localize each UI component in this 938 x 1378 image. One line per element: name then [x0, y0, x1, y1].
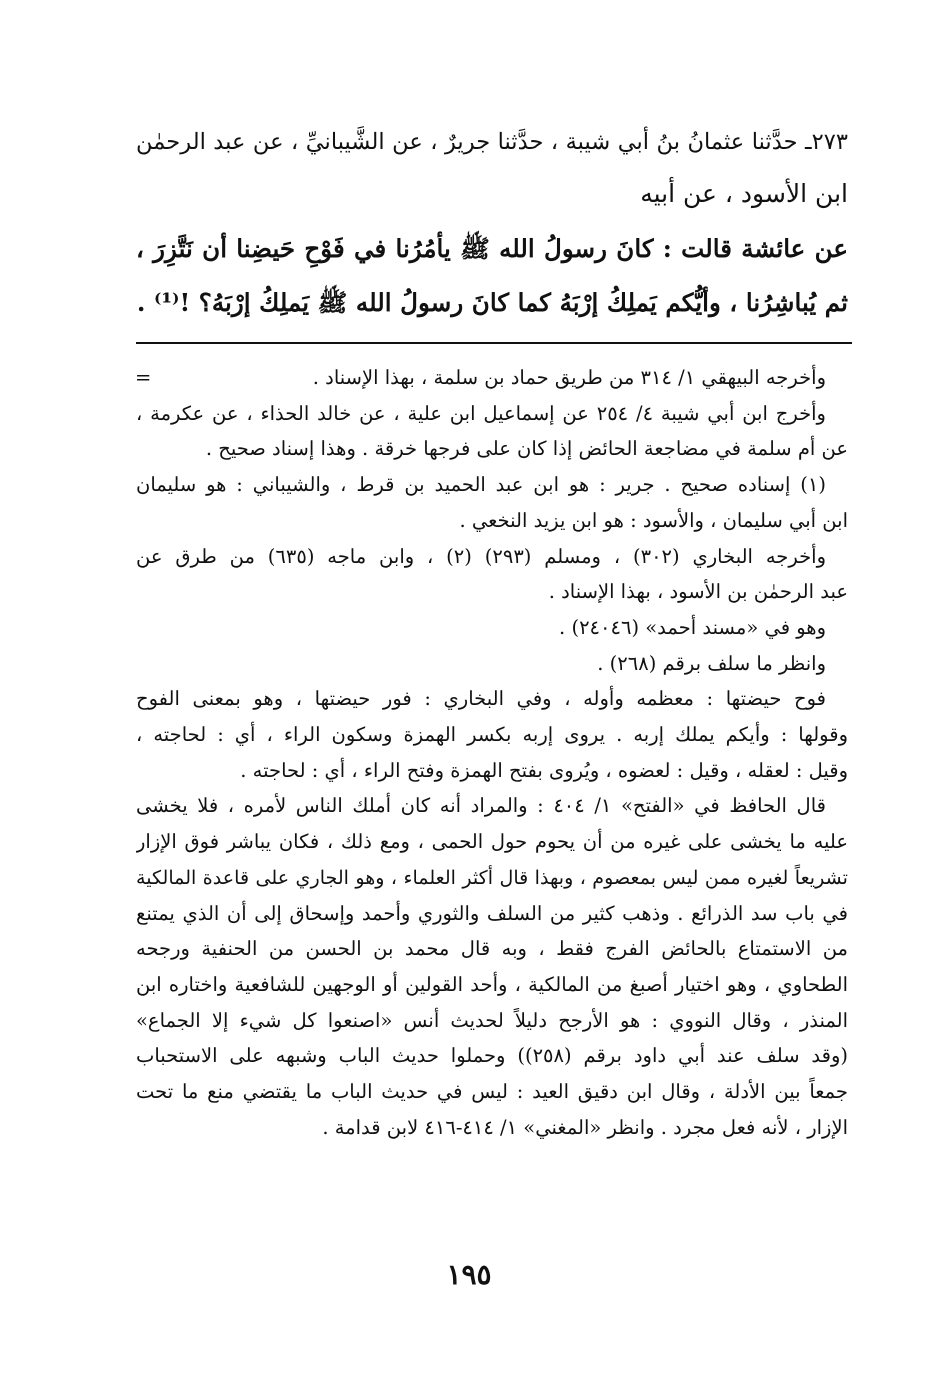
- footnote-paragraph: [136, 788, 848, 1145]
- isnad-line: ٢٧٣ـ حدَّثنا عثمانُ بنُ أبي شيبة ، حدَّثنا جريرٌ ، عن الشَّيبانيِّ ، عن عبد الرحمٰن: [136, 129, 848, 155]
- footnote-line: وقولها : وأيكم يملك إربه . يروى إربه بكسر الهمزة وسكون الراء ، أي : لحاجته ،: [136, 723, 848, 747]
- footnote-line: (١) إسناده صحيح . جرير : هو ابن عبد الحميد بن قرط ، والشيباني : هو سليمان: [136, 473, 826, 497]
- footnote-paragraph: [136, 360, 848, 396]
- matn-line: عن عائشة قالت : كانَ رسولُ الله ﷺ يأمُرُنا في فَوْحِ حَيضِنا أن نَتَّزِرَ ،: [136, 234, 848, 263]
- continuation-mark: =: [135, 366, 152, 389]
- footnote-line: وأخرج ابن أبي شيبة ٤/ ٢٥٤ عن إسماعيل ابن علية ، عن خالد الحذاء ، عن عكرمة ،: [136, 401, 826, 425]
- footnote-line: وأخرجه البيهقي ١/ ٣١٤ من طريق حماد بن سلمة ، بهذا الإسناد .: [312, 366, 826, 389]
- isnad-line: ابن الأسود ، عن أبيه: [640, 179, 848, 208]
- footnote-line: وأخرجه البخاري (٣٠٢) ، ومسلم (٢٩٣) (٢) ، وابن ماجه (٦٣٥) من طرق عن: [136, 544, 826, 568]
- footnote-line: قال الحافظ في «الفتح» ١/ ٤٠٤ : والمراد أنه كان أملك الناس لأمره ، فلا يخشى: [136, 794, 826, 818]
- footnote-line: في باب سد الذرائع . وذهب كثير من السلف والثوري وأحمد وإسحاق إلى أن الذي يمتنع: [136, 901, 848, 925]
- footnote-line: تشريعاً لغيره ممن ليس بمعصوم ، وبهذا قال أكثر العلماء ، وهو الجاري على قاعدة المالكية: [136, 865, 848, 889]
- footnote-line: من الاستمتاع بالحائض الفرج فقط ، وبه قال محمد بن الحسن من الحنفية ورجحه: [136, 937, 848, 961]
- footnote-line: عبد الرحمٰن بن الأسود ، بهذا الإسناد .: [548, 580, 848, 604]
- footnote-line: (وقد سلف عند أبي داود برقم (٢٥٨)) وحملوا حديث الباب وشبهه على الاستحباب: [136, 1044, 848, 1068]
- footnote-line: وقيل : لعقله ، وقيل : لعضوه ، ويُروى بفتح الهمزة وفتح الراء ، أي : لحاجته .: [240, 758, 848, 782]
- footnote-line: فوح حيضتها : معظمه وأوله ، وفي البخاري : فور حيضتها ، وهو بمعنى الفوح: [136, 687, 826, 711]
- footnote-paragraph: [136, 610, 848, 646]
- hadith-isnad: [136, 116, 848, 220]
- footnote-line: عن أم سلمة في مضاجعة الحائض إذا كان على فرجها خرقة . وهذا إسناد صحيح .: [205, 437, 848, 461]
- page-number: ١٩٥: [446, 1258, 492, 1291]
- footnote-paragraph: [136, 539, 848, 610]
- footnote-line: الطحاوي ، وهو اختيار أصبغ من المالكية ، وأحد القولين أو الوجهين للشافعية واختاره ابن: [136, 972, 848, 996]
- footnote-paragraph: [136, 646, 848, 682]
- footnote-paragraph: [136, 467, 848, 538]
- footnote-line: ابن أبي سليمان ، والأسود : هو ابن يزيد النخعي .: [459, 508, 848, 532]
- footnote-line: عليه ما يخشى على غيره من أن يحوم حول الحمى ، ومع ذلك ، فكان يباشر فوق الإزار: [136, 830, 848, 854]
- footnotes: [136, 360, 848, 1145]
- footnote-line: وهو في «مسند أحمد» (٢٤٠٤٦) .: [559, 615, 826, 639]
- footnote-line: المنذر ، وقال النووي : هو الأرجح دليلاً لحديث أنس «اصنعوا كل شيء إلا الجماع»: [136, 1008, 848, 1032]
- footnote-paragraph: [136, 681, 848, 788]
- matn-line: ثم يُباشِرُنا ، وأيُّكم يَملِكُ إرْبَهُ كما كانَ رسولُ الله ﷺ يَملِكُ إرْبَهُ؟ !⁽¹⁾ .: [136, 288, 848, 317]
- footnote-line: جمعاً بين الأدلة ، وقال ابن دقيق العيد : ليس في حديث الباب ما يقتضي منع ما تحت: [136, 1080, 848, 1104]
- footnote-line: وانظر ما سلف برقم (٢٦٨) .: [597, 651, 826, 675]
- footnote-paragraph: [136, 396, 848, 467]
- footnote-divider: [136, 342, 852, 344]
- hadith-matn: [136, 222, 848, 330]
- footnote-line: الإزار ، لأنه فعل مجرد . وانظر «المغني» ١/ ٤١٤-٤١٦ لابن قدامة .: [322, 1115, 848, 1139]
